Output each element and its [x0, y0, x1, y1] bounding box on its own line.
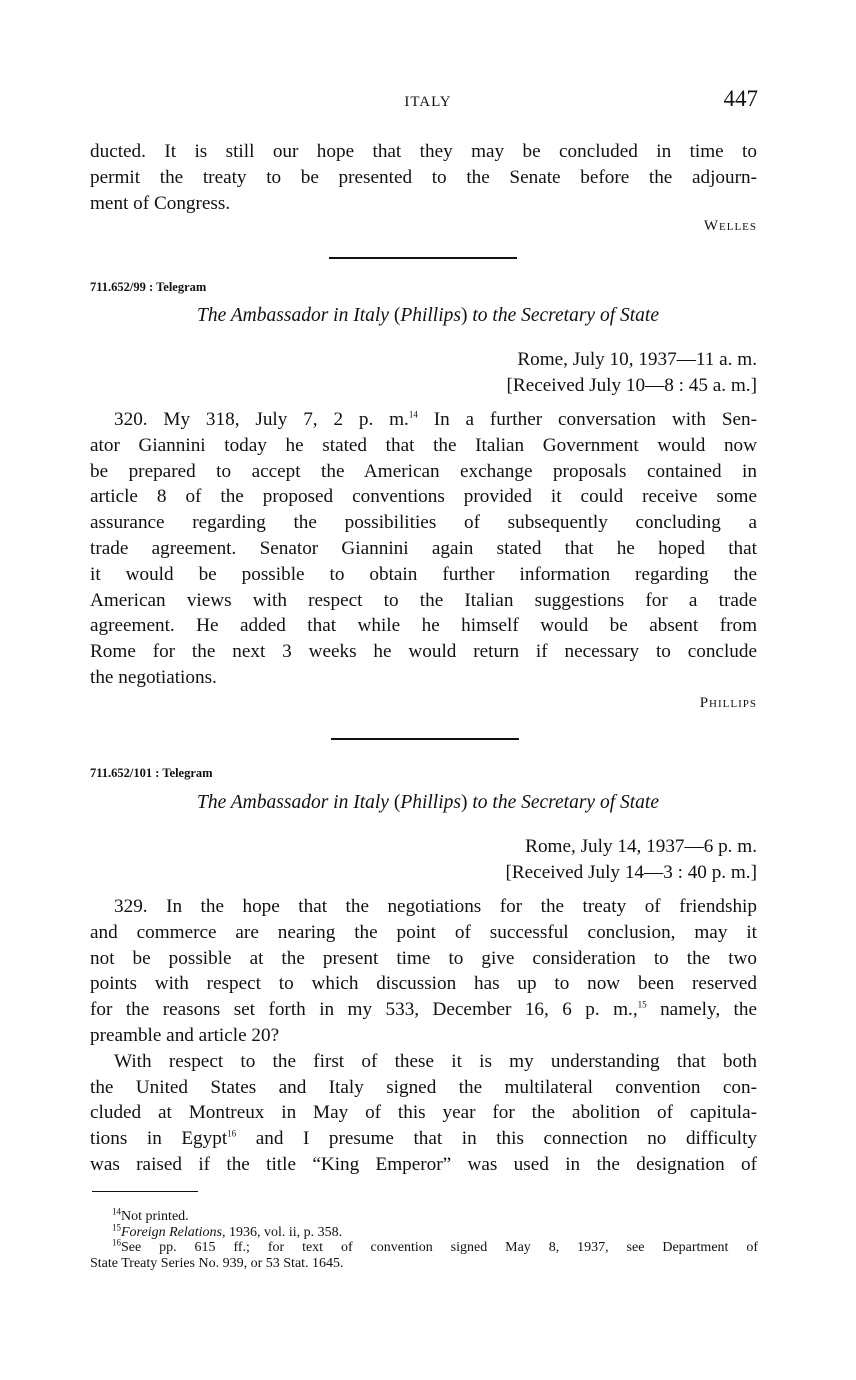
footnote-16: [90, 1237, 758, 1256]
text-line: cluded at Montreux in May of this year for the abolition of capitula-: [90, 1102, 757, 1124]
text-line: the negotiations.: [90, 666, 217, 688]
dateline-received: [Received July 14—3 : 40 p. m.]: [505, 862, 757, 883]
page-number: 447: [723, 86, 758, 111]
text-part: namely, the: [646, 999, 757, 1021]
text-line: article 8 of the proposed conventions provided it could receive some: [90, 486, 757, 508]
text-line: 329. In the hope that the negotiations for the treaty of friendship: [114, 896, 757, 917]
text-line: trade agreement. Senator Giannini again stated that he hoped that: [90, 537, 757, 559]
footnote-ref: 16: [227, 1128, 237, 1139]
running-title: ITALY: [404, 94, 452, 110]
text-line: and commerce are nearing the point of successful conclusion, may it: [90, 921, 757, 943]
signature-phillips: Phillips: [699, 695, 757, 711]
text-line: permit the treaty to be presented to the Senate before the adjourn-: [90, 166, 757, 188]
dateline: [507, 347, 757, 399]
footnote-text: 1936, vol. ii, p. 358.: [225, 1224, 343, 1240]
text-part: 320. My 318, July 7, 2 p. m.: [114, 409, 409, 430]
footnote-number: 14: [112, 1206, 121, 1217]
text-part: and I presume that in this connection no difficulty: [236, 1128, 758, 1150]
footnotes: [90, 1206, 758, 1271]
text-line: preamble and article 20?: [90, 1024, 280, 1046]
text-part: In a further conversation with Sen-: [417, 409, 757, 430]
title-paren: (: [393, 305, 401, 326]
text-line: assurance regarding the possibilities of subsequently concluding a: [90, 512, 757, 534]
dateline: [505, 834, 757, 886]
intro-paragraph: [90, 139, 757, 216]
text-line: ment of Congress.: [90, 192, 231, 214]
footnote-rule: [92, 1191, 198, 1192]
text-line: be prepared to accept the American exchange proposals contained in: [90, 460, 757, 482]
footnote-ref: 14: [408, 409, 418, 420]
text-line: [90, 407, 757, 433]
text-line: [90, 997, 757, 1023]
title-part: to the Secretary of State: [467, 305, 659, 326]
text-line: points with respect to which discussion has up to now been reserved: [90, 973, 757, 995]
footnote-number: 16: [112, 1237, 121, 1248]
footnote-15: [90, 1221, 758, 1241]
footnote-16-cont: State Treaty Series No. 939, or 53 Stat. 1645.: [90, 1255, 344, 1271]
title-part: to the Secretary of State: [467, 792, 659, 813]
section-divider: [329, 257, 517, 259]
dateline-sent: Rome, July 14, 1937—6 p. m.: [525, 836, 757, 857]
footnote-ref: 15: [637, 999, 647, 1010]
text-line: With respect to the first of these it is my understanding that both: [114, 1050, 757, 1072]
title-part: The Ambassador in Italy: [197, 792, 394, 813]
signature-welles: Welles: [703, 218, 757, 234]
text-part: for the reasons set forth in my 533, December 16, 6 p. m.,: [90, 999, 638, 1021]
title-part: The Ambassador in Italy: [197, 305, 394, 326]
text-line: ducted. It is still our hope that they may be concluded in time to: [90, 141, 757, 162]
document-title: [0, 305, 856, 327]
footnote-number: 15: [112, 1221, 121, 1232]
text-line: not be possible at the present time to give consideration to the two: [90, 947, 757, 969]
telegram-body: [90, 894, 757, 1178]
text-line: agreement. He added that while he himself would be absent from: [90, 615, 757, 637]
file-reference: 711.652/101 : Telegram: [90, 766, 213, 780]
title-paren: ): [460, 305, 468, 326]
text-line: it would be possible to obtain further information regarding the: [90, 563, 757, 585]
section-divider: [331, 738, 519, 740]
text-line: Rome for the next 3 weeks he would return if necessary to conclude: [90, 641, 757, 663]
text-line: [90, 1126, 757, 1152]
text-line: was raised if the title “King Emperor” was used in the designation of: [90, 1153, 757, 1175]
title-paren: (: [393, 792, 401, 813]
text-line: ator Giannini today he stated that the Italian Government would now: [90, 434, 757, 456]
footnote-text: Foreign Relations,: [121, 1224, 226, 1240]
telegram-body: [90, 407, 757, 691]
text-line: American views with respect to the Italian suggestions for a trade: [90, 589, 757, 611]
file-reference: 711.652/99 : Telegram: [90, 280, 207, 294]
text-part: tions in Egypt: [90, 1128, 228, 1150]
footnote-text: See pp. 615 ff.; for text of convention signed May 8, 1937, see Department of: [121, 1240, 758, 1255]
dateline-sent: Rome, July 10, 1937—11 a. m.: [517, 349, 757, 370]
dateline-received: [Received July 10—8 : 45 a. m.]: [506, 375, 757, 396]
title-paren: ): [460, 792, 468, 813]
title-name: Phillips: [400, 305, 461, 326]
document-title: [0, 792, 856, 814]
text-line: the United States and Italy signed the multilateral convention con-: [90, 1076, 757, 1098]
footnote-text: Not printed.: [121, 1209, 189, 1224]
title-name: Phillips: [400, 792, 461, 813]
footnote-14: [90, 1206, 758, 1225]
